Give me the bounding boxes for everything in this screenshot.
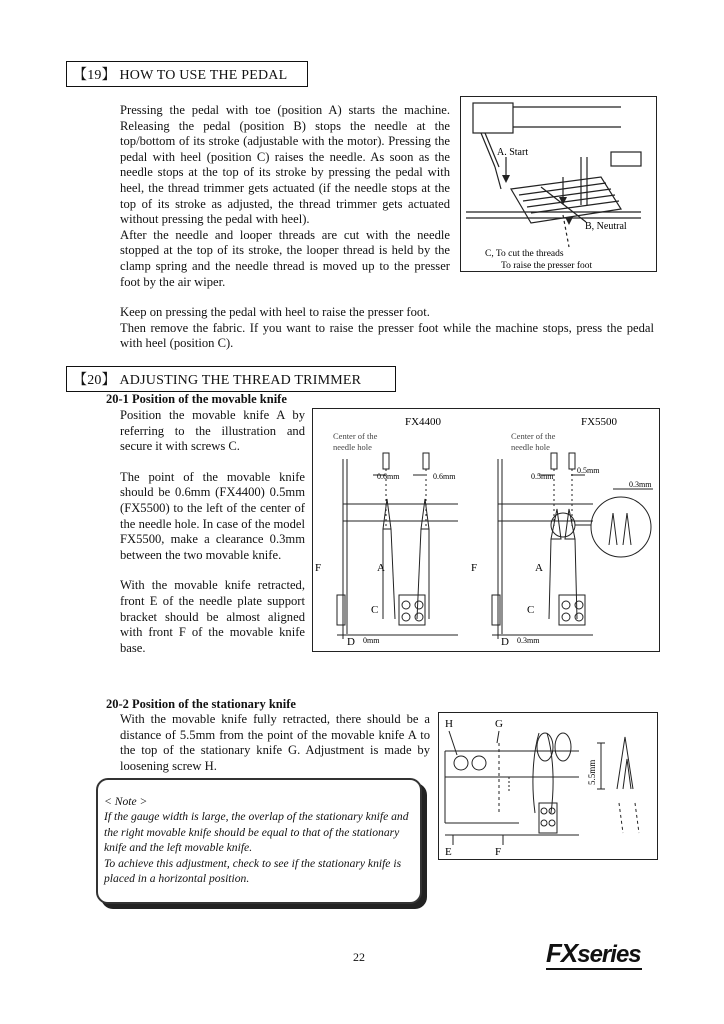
- knife-paragraph-3: With the movable knife retracted, front E of the needle plate support bracket should be almost aligned with front F of the movable knife base.: [120, 578, 305, 655]
- label-c-right: C: [527, 604, 535, 616]
- label-g: G: [495, 718, 503, 730]
- label-f: F: [495, 846, 502, 858]
- label-d-right: D: [501, 636, 509, 648]
- dim-0mm: 0mm: [363, 636, 380, 645]
- section-19-heading: 【19】 HOW TO USE THE PEDAL: [66, 61, 308, 87]
- stationary-knife-figure: [438, 712, 658, 860]
- subsection-20-2-body: [120, 712, 430, 774]
- subsection-20-1-body: [120, 408, 305, 656]
- dim-5-5mm: 5.5mm: [587, 759, 597, 785]
- note-text: [104, 794, 410, 886]
- stationary-knife-paragraph: With the movable knife fully retracted, there should be a distance of 5.5mm from the point of the movable knife A to the top of the stationary knife G. Adjustment is made by loosening screw H.: [120, 712, 430, 773]
- dim-0-6mm-left: 0.6mm: [377, 472, 400, 481]
- label-d-left: D: [347, 636, 355, 648]
- dim-0-5mm-left: 0.5mm: [531, 472, 554, 481]
- pedal-label-a: A. Start: [497, 147, 529, 158]
- section-19-body-wide: [120, 305, 654, 352]
- movable-knife-illustration: [313, 409, 659, 651]
- section-20-heading: 【20】 ADJUSTING THE THREAD TRIMMER: [66, 366, 396, 392]
- brand-underline: [546, 968, 642, 970]
- note-line-2: To achieve this adjustment, check to see if the stationary knife is placed in a horizontal position.: [104, 856, 402, 886]
- dim-0-3mm-top: 0.3mm: [629, 480, 652, 489]
- center-label-left-1: Center of the: [333, 431, 378, 441]
- dim-0-3mm-bottom: 0.3mm: [517, 636, 540, 645]
- center-label-right-1: Center of the: [511, 431, 556, 441]
- center-label-left-2: needle hole: [333, 442, 372, 452]
- knife-paragraph-2: The point of the movable knife should be 0.6mm (FX4400) 0.5mm (FX5500) to the left of the center of the needle hole. In case of the model FX5500, make a clearance 0.3mm between the two movable knife.: [120, 469, 305, 562]
- brand-logo-series: series: [577, 941, 641, 968]
- movable-knife-figure: [312, 408, 660, 652]
- note-title: < Note >: [104, 795, 148, 808]
- pedal-label-c1: C, To cut the threads: [485, 249, 564, 259]
- brand-logo: [546, 938, 641, 969]
- model-label-fx5500: FX5500: [581, 416, 618, 428]
- subsection-20-2-title: 20-2 Position of the stationary knife: [106, 697, 296, 711]
- center-label-right-2: needle hole: [511, 442, 550, 452]
- pedal-paragraph-1: Pressing the pedal with toe (position A) starts the machine. Releasing the pedal (position B) stops the needle at the top/bottom of its stroke (adjustable with the motor). Pressing the pedal with heel (position C) raises the needle. As soon as the needle stops at the top of its stroke by pressing the pedal with heel, the thread trimmer gets actuated (if the needle stops at the top of its stroke as adjusted, the thread trimmer gets actuated without pressing the pedal with heel).: [120, 103, 450, 227]
- brand-logo-fx: FX: [546, 938, 578, 968]
- subsection-20-1-title: 20-1 Position of the movable knife: [106, 392, 287, 406]
- label-a-left: A: [377, 562, 385, 574]
- knife-paragraph-1: Position the movable knife A by referring to the illustration and secure it with screws C.: [120, 408, 305, 454]
- label-e: E: [445, 846, 452, 858]
- pedal-label-c2: To raise the presser foot: [501, 261, 593, 271]
- label-c-left: C: [371, 604, 379, 616]
- label-f-right: F: [471, 562, 478, 574]
- pedal-paragraph-3: Keep on pressing the pedal with heel to raise the presser foot.: [120, 305, 430, 319]
- page-number: 22: [353, 950, 365, 964]
- model-label-fx4400: FX4400: [405, 416, 442, 428]
- label-a-right: A: [535, 562, 543, 574]
- pedal-label-b: B, Neutral: [585, 221, 627, 232]
- pedal-figure: [460, 96, 657, 272]
- pedal-illustration: [461, 97, 656, 271]
- note-line-1: If the gauge width is large, the overlap of the stationary knife and the right movable knife should be equal to that of the stationary knife and the left movable knife.: [104, 810, 409, 855]
- pedal-paragraph-4: Then remove the fabric. If you want to raise the presser foot while the machine stops, press the pedal with heel (position C).: [120, 320, 654, 351]
- label-f-left: F: [315, 562, 322, 574]
- dim-0-5mm-right: 0.5mm: [577, 466, 600, 475]
- section-19-body: [120, 103, 450, 290]
- label-h: H: [445, 718, 453, 730]
- pedal-paragraph-2: After the needle and looper threads are cut with the needle stopped at the top of its stroke, the looper thread is held by the clamp spring and the needle thread is moved up to the presser foot by the air wiper.: [120, 227, 450, 289]
- dim-0-6mm-right: 0.6mm: [433, 472, 456, 481]
- stationary-knife-illustration: [439, 713, 657, 859]
